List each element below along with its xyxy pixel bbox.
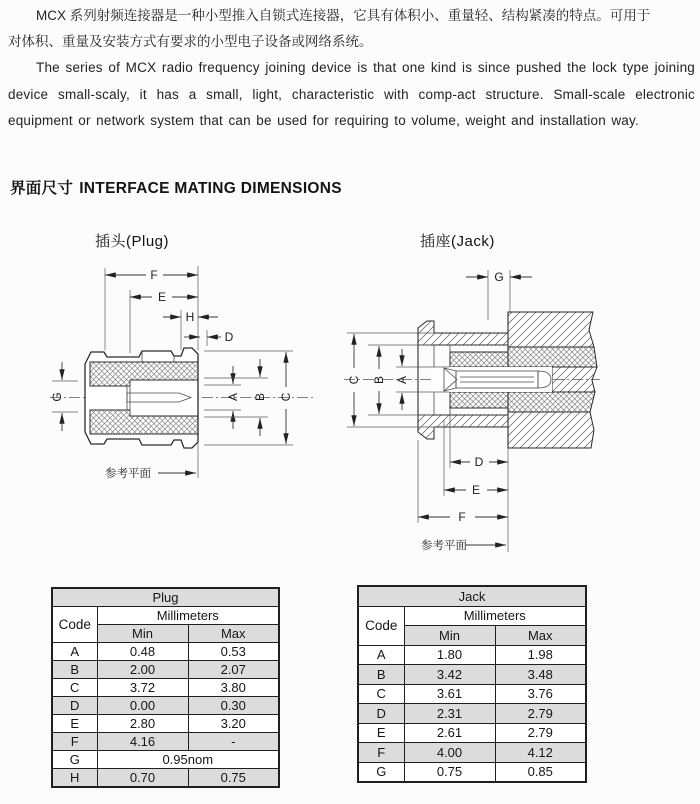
intro-paragraph-zh-line2: 对体积、重量及安装方式有要求的小型电子设备或网络系统。 (8, 34, 373, 50)
plug-dim-g (50, 362, 78, 431)
code-cell: C (358, 684, 404, 704)
code-cell: A (358, 645, 404, 665)
jack-ref-plane-label: 参考平面 (421, 540, 467, 552)
jack-dim-label-d: D (474, 455, 484, 469)
jack-dim-label-c: C (347, 375, 361, 385)
max-value-cell: 4.12 (495, 743, 586, 763)
min-value-cell: 0.00 (97, 697, 188, 715)
section-heading-zh: 界面尺寸 (10, 180, 74, 197)
value-cell: 0.95nom (97, 751, 279, 769)
jack-dim-label-a: A (395, 375, 409, 385)
plug-dim-label-f: F (150, 268, 158, 282)
dimensions-table (357, 585, 587, 783)
intro-paragraph-en: The series of MCX radio frequency joining device is that one kind is since pushed the lock type joining device small-scaly, it has a small, light, characteristic with comp-act structure. Small-scale electronic equipment or network system that can be used for requiring to volume, weight and installation way. (8, 60, 695, 128)
min-value-cell: 4.00 (404, 743, 495, 763)
code-cell: E (52, 715, 97, 733)
min-value-cell: 0.75 (404, 762, 495, 782)
max-header-cell: Max (188, 625, 279, 643)
min-value-cell: 4.16 (97, 733, 188, 751)
max-value-cell: 0.53 (188, 643, 279, 661)
plug-table (51, 587, 280, 788)
plug-dim-h (163, 310, 218, 350)
max-value-cell: 3.76 (495, 684, 586, 704)
min-value-cell: 3.61 (404, 684, 495, 704)
min-header-cell: Min (97, 625, 188, 643)
unit-header-cell: Millimeters (97, 607, 279, 625)
min-value-cell: 0.48 (97, 643, 188, 661)
code-cell: G (358, 762, 404, 782)
jack-dim-label-e: E (471, 483, 481, 497)
plug-dim-d (184, 330, 234, 346)
jack-reference-plane (421, 538, 506, 552)
plug-body (85, 348, 198, 448)
max-value-cell: 2.79 (495, 704, 586, 724)
plug-diagram-caption: 插头(Plug) (95, 233, 170, 250)
max-value-cell: 0.85 (495, 762, 586, 782)
min-value-cell: 1.80 (404, 645, 495, 665)
plug-dim-label-a: A (226, 392, 240, 402)
code-cell: A (52, 643, 97, 661)
min-value-cell: 2.31 (404, 704, 495, 724)
jack-dim-label-g: G (494, 270, 504, 284)
plug-dim-label-c: C (279, 392, 293, 402)
min-value-cell: 2.61 (404, 723, 495, 743)
jack-center-contact (433, 367, 552, 392)
section-heading (10, 176, 342, 198)
min-value-cell: 3.42 (404, 665, 495, 685)
jack-dim-label-f: F (458, 510, 466, 524)
min-header-cell: Min (404, 626, 495, 646)
code-cell: D (358, 704, 404, 724)
max-value-cell: 1.98 (495, 645, 586, 665)
unit-header-cell: Millimeters (404, 606, 586, 626)
jack-diagram (340, 264, 604, 558)
intro-paragraph-zh-line1: MCX 系列射频连接器是一种小型推入自锁式连接器，它具有体积小、重量轻、结构紧凑的特点。可用于 (36, 8, 651, 23)
code-header-cell: Code (52, 607, 97, 643)
max-header-cell: Max (495, 626, 586, 646)
plug-dim-label-b: B (253, 392, 267, 402)
jack-dim-f (418, 440, 508, 524)
plug-dim-label-d: D (224, 330, 234, 344)
jack-dim-c (347, 333, 433, 427)
code-cell: C (52, 679, 97, 697)
jack-diagram-caption: 插座(Jack) (420, 233, 495, 250)
max-value-cell: 0.30 (188, 697, 279, 715)
plug-dim-label-e: E (157, 290, 167, 304)
plug-dim-label-h: H (185, 310, 195, 324)
code-cell: B (358, 665, 404, 685)
intro-text-block (8, 3, 695, 134)
section-heading-en: INTERFACE MATING DIMENSIONS (79, 180, 342, 197)
max-value-cell: 2.79 (495, 723, 586, 743)
plug-ref-plane-label: 参考平面 (105, 468, 151, 480)
max-value-cell: 0.75 (188, 769, 279, 788)
jack-dim-d (450, 412, 508, 552)
jack-table (357, 585, 587, 783)
min-value-cell: 0.70 (97, 769, 188, 788)
code-cell: D (52, 697, 97, 715)
code-cell: H (52, 769, 97, 788)
table-title-cell: Plug (52, 588, 279, 607)
min-value-cell: 3.72 (97, 679, 188, 697)
plug-dim-label-g: G (50, 392, 64, 402)
code-cell: G (52, 751, 97, 769)
max-value-cell: 2.07 (188, 661, 279, 679)
dimensions-table (51, 587, 280, 788)
code-cell: B (52, 661, 97, 679)
max-value-cell: 3.80 (188, 679, 279, 697)
max-value-cell: 3.48 (495, 665, 586, 685)
max-value-cell: 3.20 (188, 715, 279, 733)
min-value-cell: 2.00 (97, 661, 188, 679)
max-value-cell: - (188, 733, 279, 751)
code-cell: F (52, 733, 97, 751)
plug-dim-c (204, 351, 293, 445)
code-header-cell: Code (358, 606, 404, 645)
code-cell: F (358, 743, 404, 763)
table-title-cell: Jack (358, 586, 586, 606)
jack-dim-label-b: B (372, 375, 386, 385)
plug-diagram (44, 260, 306, 484)
code-cell: E (358, 723, 404, 743)
min-value-cell: 2.80 (97, 715, 188, 733)
